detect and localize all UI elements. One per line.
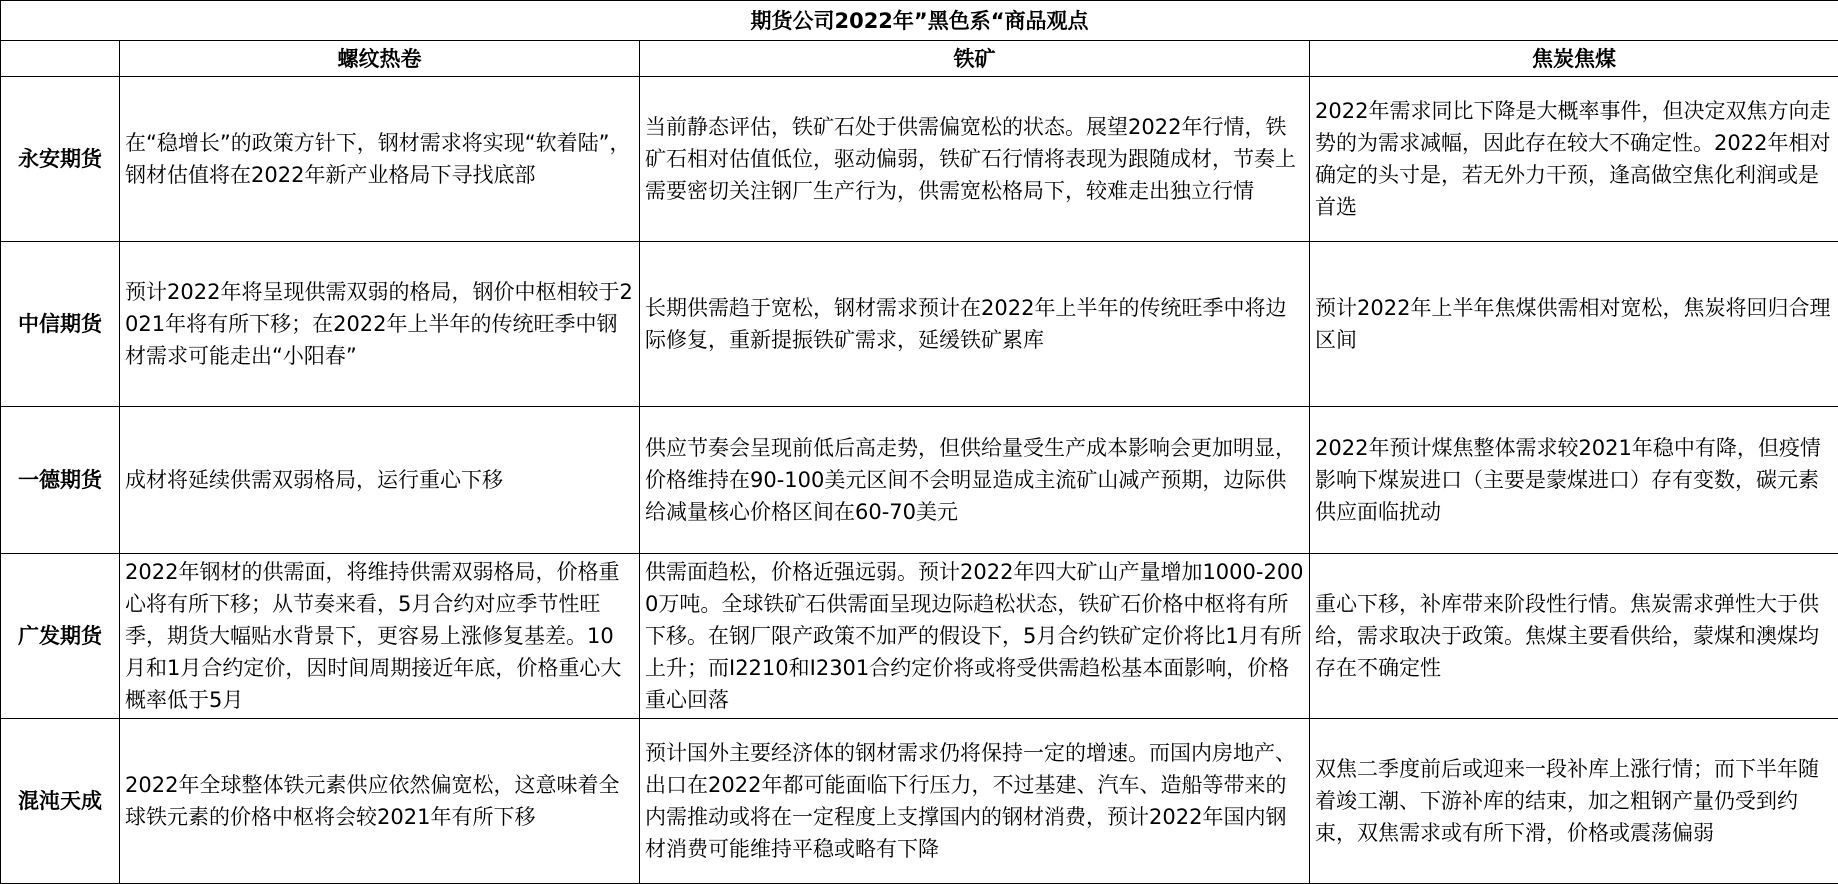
column-header-rebar: 螺纹热卷 (120, 41, 640, 77)
company-name: 永安期货 (1, 77, 120, 242)
table-row (1, 242, 1838, 407)
iron-ore-view-cell: 当前静态评估，铁矿石处于供需偏宽松的状态。展望2022年行情，铁矿石相对估值低位，驱动偏弱，铁矿石行情将表现为跟随成材，节奏上需要密切关注钢厂生产行为，供需宽松格局下，较难走出独立行情 (640, 77, 1310, 242)
company-name: 中信期货 (1, 242, 120, 407)
column-header-coke-coal: 焦炭焦煤 (1310, 41, 1838, 77)
company-name: 广发期货 (1, 554, 120, 719)
coke-coal-view-cell: 2022年需求同比下降是大概率事件，但决定双焦方向走势的为需求减幅，因此存在较大不确定性。2022年相对确定的头寸是，若无外力干预，逢高做空焦化利润或是首选 (1310, 77, 1838, 242)
coke-coal-view-cell: 重心下移，补库带来阶段性行情。焦炭需求弹性大于供给，需求取决于政策。焦煤主要看供给，蒙煤和澳煤均存在不确定性 (1310, 554, 1838, 719)
table-row (1, 77, 1838, 242)
coke-coal-view-cell: 预计2022年上半年焦煤供需相对宽松，焦炭将回归合理区间 (1310, 242, 1838, 407)
column-header-iron-ore: 铁矿 (640, 41, 1310, 77)
coke-coal-view-cell: 2022年预计煤焦整体需求较2021年稳中有降，但疫情影响下煤炭进口（主要是蒙煤进口）存有变数，碳元素供应面临扰动 (1310, 407, 1838, 554)
iron-ore-view-cell: 预计国外主要经济体的钢材需求仍将保持一定的增速。而国内房地产、出口在2022年都可能面临下行压力，不过基建、汽车、造船等带来的内需推动或将在一定程度上支撑国内的钢材消费，预计2022年国内钢材消费可能维持平稳或略有下降 (640, 719, 1310, 884)
table-title: 期货公司2022年”黑色系“商品观点 (1, 1, 1838, 41)
table-row (1, 719, 1838, 884)
corner-header (1, 41, 120, 77)
coke-coal-view-cell: 双焦二季度前后或迎来一段补库上涨行情；而下半年随着竣工潮、下游补库的结束，加之粗钢产量仍受到约束，双焦需求或有所下滑，价格或震荡偏弱 (1310, 719, 1838, 884)
header-row (1, 41, 1838, 77)
table-row (1, 407, 1838, 554)
iron-ore-view-cell: 长期供需趋于宽松，钢材需求预计在2022年上半年的传统旺季中将边际修复，重新提振铁矿需求，延缓铁矿累库 (640, 242, 1310, 407)
company-name: 混沌天成 (1, 719, 120, 884)
rebar-view-cell: 2022年钢材的供需面，将维持供需双弱格局，价格重心将有所下移；从节奏来看，5月合约对应季节性旺季，期货大幅贴水背景下，更容易上涨修复基差。10月和1月合约定价，因时间周期接近年底，价格重心大概率低于5月 (120, 554, 640, 719)
rebar-view-cell: 成材将延续供需双弱格局，运行重心下移 (120, 407, 640, 554)
iron-ore-view-cell: 供需面趋松，价格近强远弱。预计2022年四大矿山产量增加1000-2000万吨。全球铁矿石供需面呈现边际趋松状态，铁矿石价格中枢将有所下移。在钢厂限产政策不加严的假设下，5月合约铁矿定价将比1月有所上升；而I2210和I2301合约定价将或将受供需趋松基本面影响，价格重心回落 (640, 554, 1310, 719)
table-row (1, 554, 1838, 719)
rebar-view-cell: 预计2022年将呈现供需双弱的格局，钢价中枢相较于2021年将有所下移；在2022年上半年的传统旺季中钢材需求可能走出“小阳春” (120, 242, 640, 407)
title-row (1, 1, 1838, 41)
iron-ore-view-cell: 供应节奏会呈现前低后高走势，但供给量受生产成本影响会更加明显，价格维持在90-100美元区间不会明显造成主流矿山减产预期，边际供给减量核心价格区间在60-70美元 (640, 407, 1310, 554)
rebar-view-cell: 在“稳增长”的政策方针下，钢材需求将实现“软着陆”，钢材估值将在2022年新产业格局下寻找底部 (120, 77, 640, 242)
rebar-view-cell: 2022年全球整体铁元素供应依然偏宽松，这意味着全球铁元素的价格中枢将会较2021年有所下移 (120, 719, 640, 884)
company-name: 一德期货 (1, 407, 120, 554)
